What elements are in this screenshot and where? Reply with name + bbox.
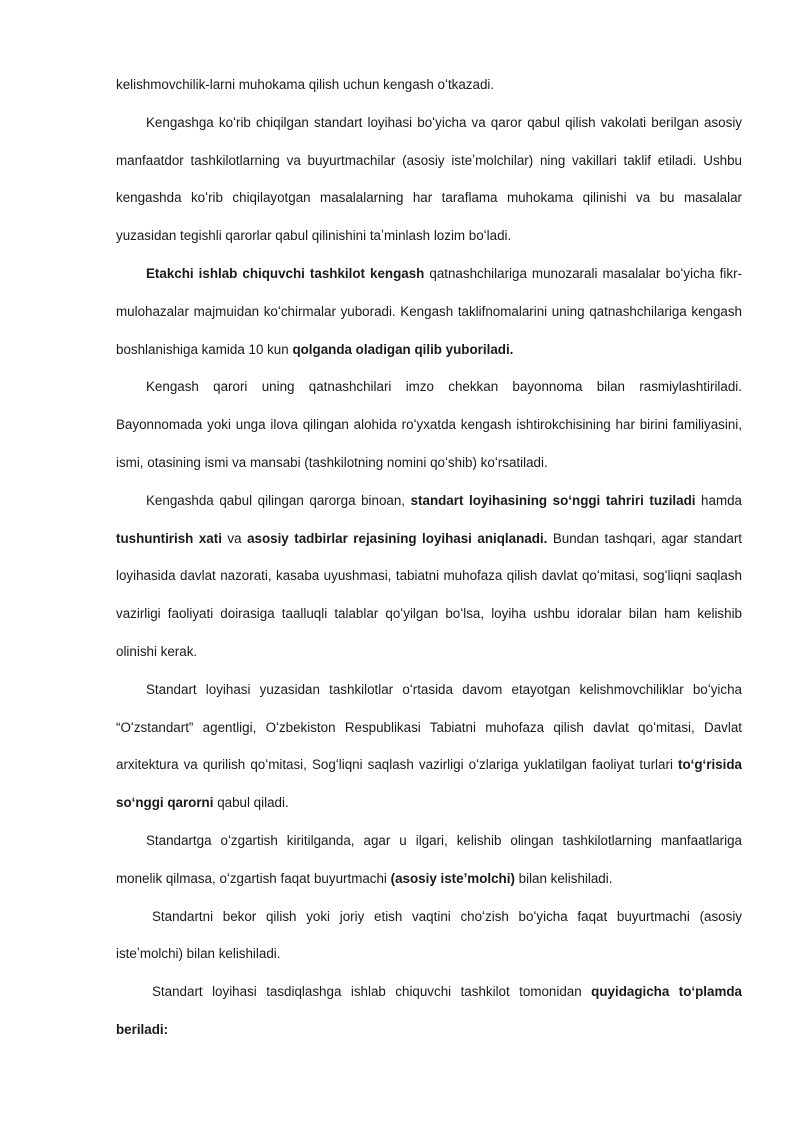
bold-text-run: qolganda oladigan qilib yuboriladi.: [292, 341, 514, 357]
paragraph: [116, 671, 742, 822]
text-run: qabul qiladi.: [213, 795, 289, 811]
paragraph: [116, 482, 742, 671]
paragraph: [116, 822, 742, 898]
paragraph: [116, 255, 742, 368]
bold-text-run: toʻgʻrisida soʻnggi qarorni: [116, 757, 742, 811]
paragraph: [116, 66, 742, 104]
text-run: Standart loyihasi yuzasidan tashkilotlar oʻrtasida davom etayotgan kelishmovchiliklar boʻyicha “Oʻzstandart” agentligi, Oʻzbekiston Respublikasi Tabiatni muhofaza qilish davlat qoʻmitasi, Davlat arxitektura va qurilish qoʻmitasi, Sogʻliqni saqlash vazirligi oʻzlariga yuklatilgan faoliyat turlari: [116, 681, 742, 773]
bold-text-run: (asosiy isteʼmolchi): [390, 870, 515, 886]
text-run: Standart loyihasi tasdiqlashga ishlab chiquvchi tashkilot tomonidan: [152, 984, 592, 1000]
bold-text-run: standart loyihasining soʻnggi tahriri tuziladi: [410, 492, 696, 508]
text-run: hamda: [695, 492, 742, 508]
paragraph: [116, 973, 742, 1049]
text-run: bilan kelishiladi.: [514, 870, 613, 886]
paragraph: [116, 898, 742, 974]
bold-text-run: asosiy tadbirlar rejasining loyihasi aniqlanadi.: [247, 530, 548, 546]
text-run: kelishmovchilik-larni muhokama qilish uchun kengash oʻtkazadi.: [116, 77, 495, 92]
text-run: Kengashga koʻrib chiqilgan standart loyihasi boʻyicha va qaror qabul qilish vakolati berilgan asosiy manfaatdor tashkilotlarning va buyurtmachilar (asosiy isteʼmolchilar) ning vakillari taklif etiladi. Ushbu kengashda koʻrib chiqilayotgan masalalarning har taraflama muhokama qilinishi va bu masalalar yuzasidan tegishli qarorlar qabul qilinishini taʼminlash lozim boʻladi.: [116, 114, 742, 244]
text-run: qatnashchilariga munozarali masalalar boʻyicha fikr-mulohazalar majmuidan koʻchirmalar yuboradi. Kengash taklifnomalarini uning qatnashchilariga kengash boshlanishiga kamida 10 kun: [116, 265, 742, 357]
text-run: Standartga oʻzgartish kiritilganda, agar u ilgari, kelishib olingan tashkilotlarning manfaatlariga monelik qilmasa, oʻzgartish faqat buyurtmachi: [116, 832, 742, 886]
document-body: [116, 66, 742, 1049]
text-run: Standartni bekor qilish yoki joriy etish vaqtini choʻzish boʻyicha faqat buyurtmachi (asosiy isteʼmolchi) bilan kelishiladi.: [116, 908, 742, 962]
bold-text-run: quyidagicha toʻplamda beriladi:: [116, 984, 742, 1037]
bold-text-run: tushuntirish xati: [116, 530, 222, 546]
paragraph: [116, 104, 742, 255]
text-run: Kengash qarori uning qatnashchilari imzo chekkan bayonnoma bilan rasmiylashtiriladi. Bayonnomada yoki unga ilova qilingan alohida roʻyxatda kengash ishtirokchisining har birini familiyasini, ismi, otasining ismi va mansabi (tashkilotning nomini qoʻshib) koʻrsatiladi.: [116, 379, 742, 470]
text-run: Bundan tashqari, agar standart loyihasida davlat nazorati, kasaba uyushmasi, tabiatni muhofaza qilish davlat qoʻmitasi, sogʻliqni saqlash vazirligi faoliyati doirasiga taalluqli talablar qoʻyilgan boʻlsa, loyiha ushbu idoralar bilan ham kelishib olinishi kerak.: [116, 530, 743, 659]
bold-text-run: Etakchi ishlab chiquvchi tashkilot kengash: [146, 265, 425, 281]
text-run: Kengashda qabul qilingan qarorga binoan,: [146, 492, 411, 508]
paragraph: [116, 368, 742, 481]
text-run: va: [221, 530, 248, 546]
